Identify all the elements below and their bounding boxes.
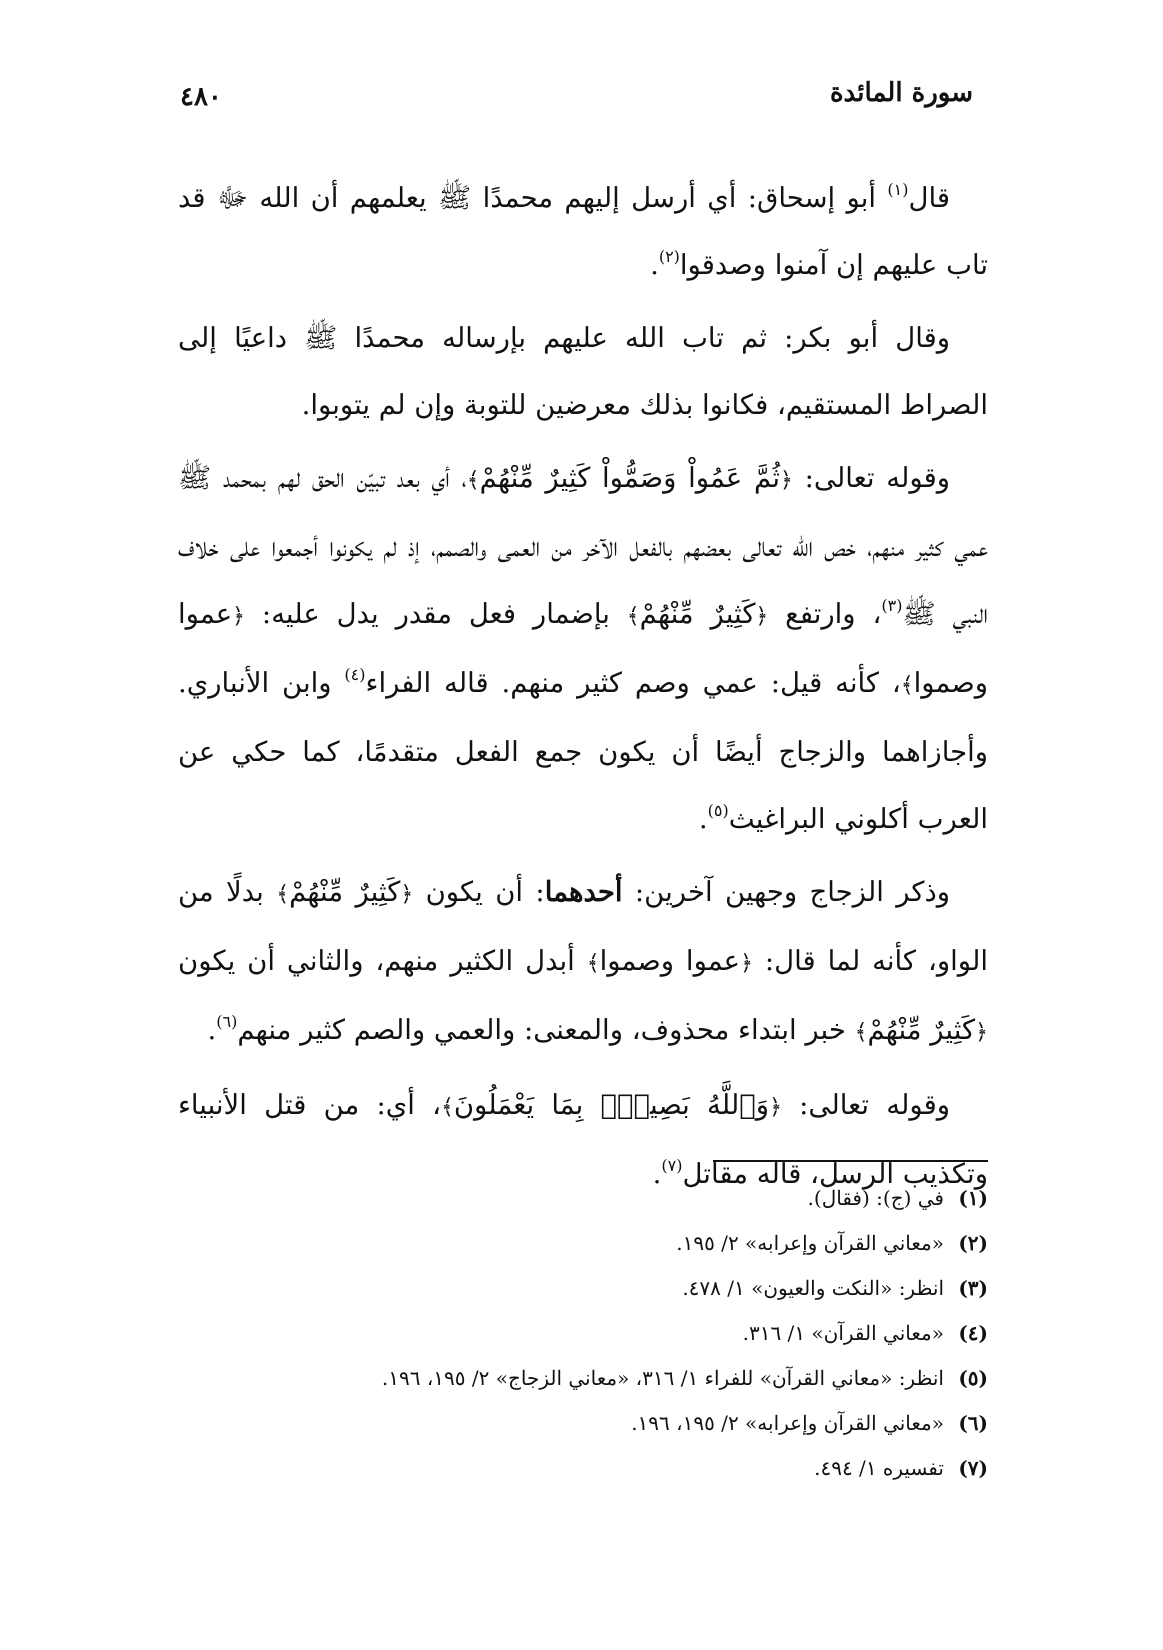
text-run: ، وارتفع: [768, 598, 882, 630]
footnote-text: انظر: «النكت والعيون» ١/ ٤٧٨.: [682, 1276, 944, 1300]
footnote-item: [178, 1356, 988, 1401]
footnote-ref-4: (٤): [344, 665, 366, 684]
bold-term: أحدهما: [544, 876, 623, 908]
ornate-bracket-open-icon: ﴿: [400, 882, 414, 907]
footnote-text: «معاني القرآن» ١/ ٣١٦.: [742, 1321, 944, 1345]
footnote-number: (٢): [958, 1231, 988, 1255]
footnote-ref-3: (٣): [881, 596, 903, 615]
text-run: أبو إسحاق: أي أرسل إليهم محمدًا ﷺ يعلمهم أن الله ﷻ قد تاب عليهم إن آمنوا وصدقوا: [178, 182, 988, 281]
footnote-item: [178, 1266, 988, 1311]
ornate-bracket-open-icon: ﴿: [780, 468, 793, 493]
text-run: قال: [908, 182, 950, 214]
text-run: بدلًا من الواو، كأنه لما قال:: [178, 876, 988, 977]
ornate-bracket-open-icon: ﴿: [975, 1020, 988, 1045]
footnote-number: (٥): [958, 1366, 988, 1390]
ornate-bracket-close-icon: ﴾: [626, 604, 640, 629]
footnote-text: تفسيره ١/ ٤٩٤.: [814, 1456, 944, 1480]
text-run: وقوله تعالى:: [781, 1089, 950, 1121]
quran-quote: ثُمَّ عَمُواْ وَصَمُّواْ كَثِيرٌ مِّنْهُمْ: [479, 462, 780, 494]
footnote-number: (٧): [958, 1456, 988, 1480]
quran-quote: عموا وصموا: [599, 945, 741, 977]
quran-quote: عموا وصموا: [178, 598, 988, 699]
footnote-text: انظر: «معاني القرآن» للفراء ١/ ٣١٦، «معاني الزجاج» ٢/ ١٩٥، ١٩٦.: [381, 1366, 944, 1390]
quran-quote: كَثِيرٌ مِّنْهُمْ: [639, 598, 756, 630]
footnote-number: (٣): [958, 1276, 988, 1300]
text-run: ، أي بعد تبيّن الحق لهم بمحمد ﷺ عمي كثير منهم، خص الله تعالى بعضهم بالفعل الآخر من العمى والصمم، إذ لم يكونوا أجمعوا على خلاف النبي ﷺ: [178, 462, 988, 630]
page-number: ٤٨٠: [180, 82, 222, 112]
text-run: وابن الأنباري. وأجازاهما والزجاج أيضًا أن يكون جمع الفعل متقدمًا، كما حكي عن العرب أكلوني البراغيث: [178, 667, 988, 835]
footnote-text: «معاني القرآن وإعرابه» ٢/ ١٩٥، ١٩٦.: [631, 1411, 944, 1435]
ornate-bracket-open-icon: ﴿: [755, 604, 769, 629]
footnote-ref-5: (٥): [707, 801, 729, 820]
footnote-item: [178, 1176, 988, 1221]
quran-quote: كَثِيرٌ مِّنْهُمْ: [289, 876, 401, 908]
footnote-text: في (ج): (فقال).: [807, 1186, 944, 1210]
footnote-item: [178, 1446, 988, 1491]
text-run: ، أي: من قتل الأنبياء وتكذيب الرسل، قاله مقاتل: [178, 1089, 988, 1190]
footnote-ref-1: (١): [887, 180, 909, 199]
ornate-bracket-close-icon: ﴾: [900, 673, 914, 698]
text-run: خبر ابتداء محذوف، والمعنى: والعمي والصم كثير منهم: [237, 1014, 855, 1046]
paragraph-1: [178, 165, 988, 299]
footnote-item: [178, 1401, 988, 1446]
running-header: [180, 78, 973, 122]
footnote-number: (٦): [958, 1411, 988, 1435]
text-run: وذكر الزجاج وجهين آخرين:: [622, 876, 950, 908]
text-run: وقال أبو بكر: ثم تاب الله عليهم بإرساله محمدًا ﷺ داعيًا إلى الصراط المستقيم، فكانوا بذلك معرضين للتوبة وإن لم يتوبوا.: [178, 322, 988, 421]
footnote-separator: [713, 1160, 988, 1162]
footnote-number: (٤): [958, 1321, 988, 1345]
text-run: .: [207, 1014, 217, 1046]
ornate-bracket-close-icon: ﴾: [276, 882, 290, 907]
ornate-bracket-close-icon: ﴾: [466, 468, 480, 493]
paragraph-2: [178, 305, 988, 439]
text-run: ، كأنه قيل: عمي وصم كثير منهم. قاله الفراء: [365, 667, 901, 699]
quran-quote: كَثِيرٌ مِّنْهُمْ: [867, 1014, 976, 1046]
main-text: [178, 165, 988, 1214]
text-run: أبدل الكثير منهم، والثاني أن يكون: [178, 945, 587, 977]
text-run: بإضمار فعل مقدر يدل عليه:: [245, 598, 627, 630]
text-run: : أن يكون: [413, 876, 545, 908]
surah-title: سورة المائدة: [829, 78, 973, 108]
quran-quote: وَٱللَّهُ بَصِيرٌۢ بِمَا يَعْمَلُونَ: [453, 1089, 770, 1121]
ornate-bracket-close-icon: ﴾: [854, 1020, 868, 1045]
text-run: .: [650, 249, 659, 281]
footnote-item: [178, 1311, 988, 1356]
text-run: .: [652, 1158, 662, 1190]
paragraph-3: [178, 445, 988, 853]
footnote-item: [178, 1221, 988, 1266]
ornate-bracket-close-icon: ﴾: [440, 1095, 454, 1120]
text-run: وقوله تعالى:: [792, 462, 950, 494]
footnotes-list: [178, 1176, 988, 1491]
text-run: .: [698, 803, 708, 835]
ornate-bracket-close-icon: ﴾: [586, 951, 600, 976]
footnote-number: (١): [958, 1186, 988, 1210]
footnote-text: «معاني القرآن وإعرابه» ٢/ ١٩٥.: [676, 1231, 944, 1255]
footnote-ref-6: (٦): [216, 1012, 238, 1031]
footnote-ref-2: (٢): [658, 247, 680, 266]
ornate-bracket-open-icon: ﴿: [232, 604, 246, 629]
footnote-ref-7: (٧): [661, 1156, 683, 1175]
paragraph-4: [178, 859, 988, 1066]
ornate-bracket-open-icon: ﴿: [769, 1095, 782, 1120]
ornate-bracket-open-icon: ﴿: [740, 951, 753, 976]
